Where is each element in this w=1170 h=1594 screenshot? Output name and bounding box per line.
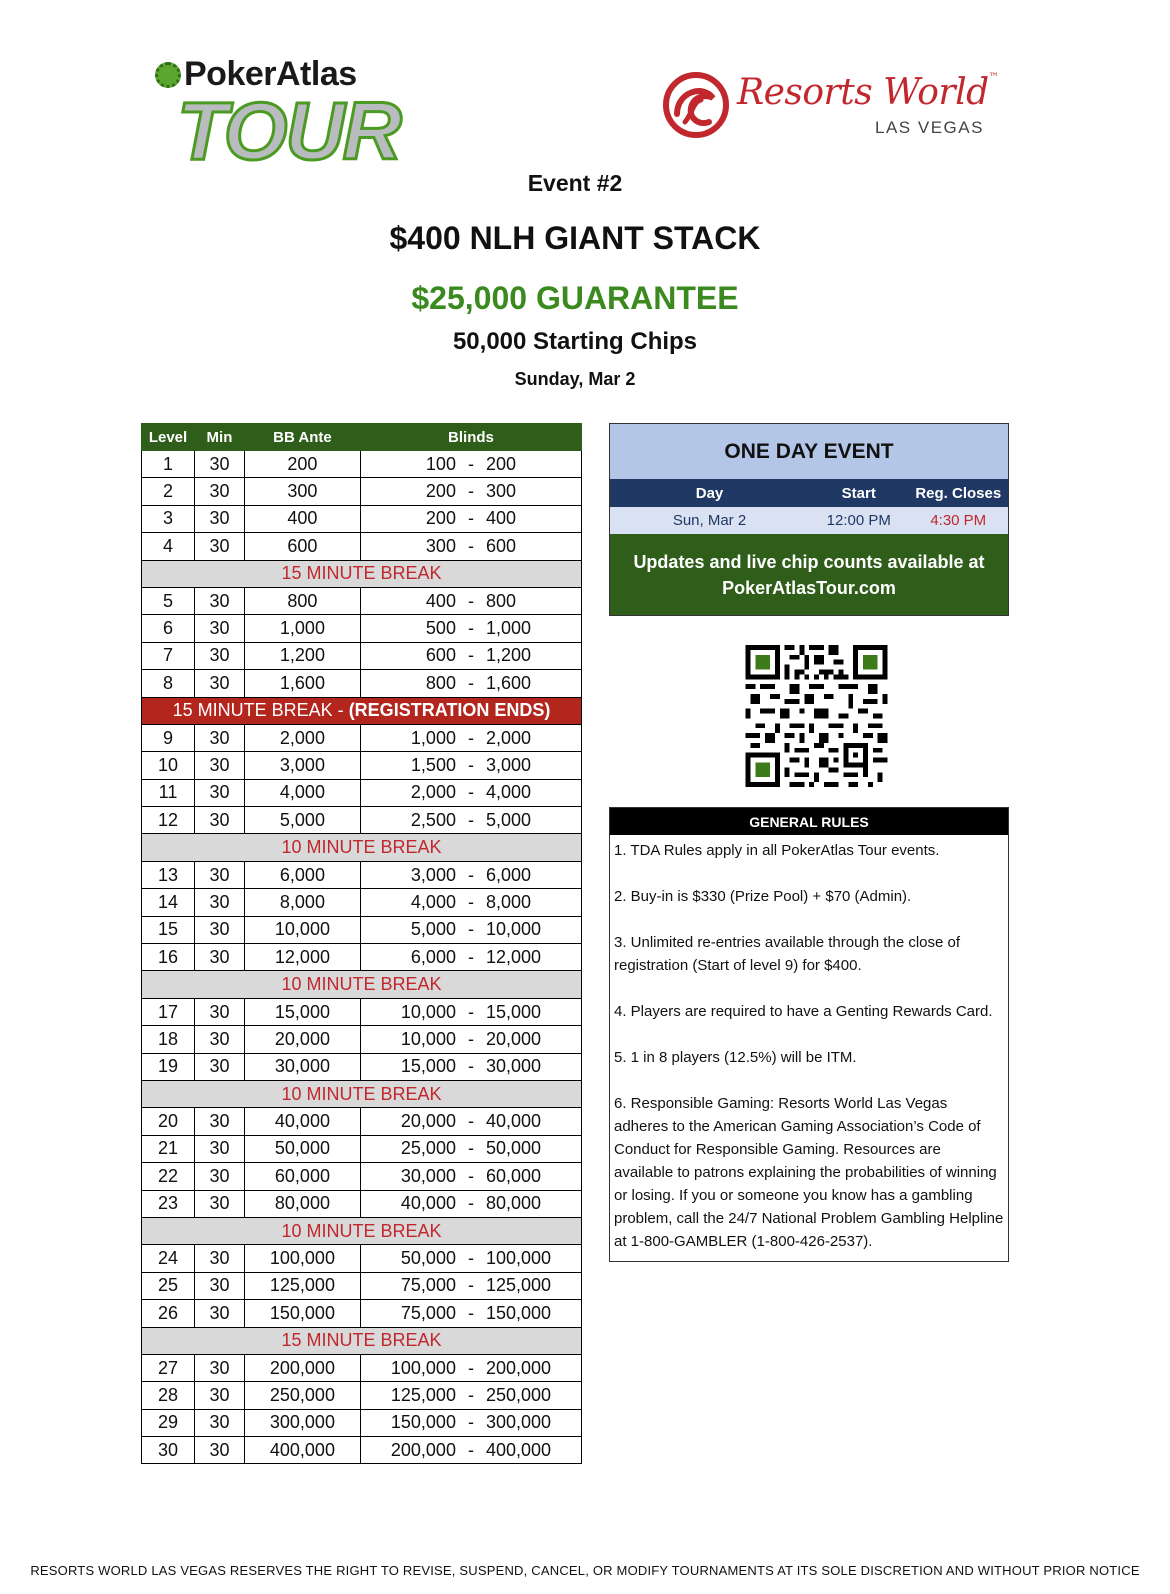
resorts-world-logo [663, 72, 1003, 142]
blinds-cell [360, 779, 581, 806]
small-blind: 1,000 [410, 727, 456, 748]
minutes-cell: 30 [195, 724, 245, 751]
level-cell: 4 [142, 533, 195, 560]
blinds-separator: - [467, 864, 474, 885]
blinds-cell [360, 670, 581, 697]
bb-ante-cell: 80,000 [244, 1190, 360, 1217]
blinds-cell [360, 752, 581, 779]
small-blind: 75,000 [400, 1275, 456, 1296]
blinds-cell [360, 861, 581, 888]
blinds-cell [360, 1245, 581, 1272]
big-blind: 250,000 [485, 1384, 552, 1405]
bb-ante-cell: 20,000 [244, 1026, 360, 1053]
break-row [142, 1327, 582, 1354]
level-row [142, 615, 582, 642]
blinds-cell [360, 724, 581, 751]
bb-ante-cell: 10,000 [244, 916, 360, 943]
level-cell: 25 [142, 1272, 195, 1299]
small-blind: 20,000 [400, 1111, 456, 1132]
blinds-separator: - [467, 891, 474, 912]
starting-chips: 50,000 Starting Chips [452, 328, 698, 355]
break-row [142, 1217, 582, 1244]
level-cell: 7 [142, 642, 195, 669]
schedule-header-row [610, 479, 1008, 507]
minutes-cell: 30 [195, 998, 245, 1025]
schedule-row [610, 507, 1008, 534]
blinds-separator: - [467, 645, 474, 666]
level-row [142, 1300, 582, 1327]
level-row [142, 779, 582, 806]
level-row [142, 478, 582, 505]
big-blind: 15,000 [485, 1001, 542, 1022]
level-row [142, 533, 582, 560]
break-label: 10 MINUTE BREAK [142, 1217, 582, 1244]
level-row [142, 1135, 582, 1162]
minutes-cell: 30 [195, 670, 245, 697]
big-blind: 300,000 [485, 1412, 552, 1433]
blinds-separator: - [467, 754, 474, 775]
bb-ante-cell: 1,000 [244, 615, 360, 642]
level-row [142, 451, 582, 478]
col-blinds: Blinds [360, 424, 581, 451]
bb-ante-cell: 40,000 [244, 1108, 360, 1135]
break-label: 15 MINUTE BREAK [142, 1327, 582, 1354]
bb-ante-cell: 100,000 [244, 1245, 360, 1272]
small-blind: 10,000 [400, 1001, 456, 1022]
big-blind: 200 [485, 453, 517, 474]
bb-ante-cell: 125,000 [244, 1272, 360, 1299]
big-blind: 400 [485, 508, 517, 529]
small-blind: 3,000 [410, 864, 456, 885]
blinds-cell [360, 1354, 581, 1381]
bb-ante-cell: 15,000 [244, 998, 360, 1025]
blinds-cell [360, 1026, 581, 1053]
level-row [142, 724, 582, 751]
blinds-separator: - [467, 1439, 474, 1460]
blinds-separator: - [467, 1275, 474, 1296]
poker-chip-icon [155, 62, 181, 88]
blinds-separator: - [467, 1248, 474, 1269]
blinds-cell [360, 1108, 581, 1135]
level-cell: 16 [142, 944, 195, 971]
pokeratlas-wordmark: PokerAtlas [155, 55, 357, 94]
blinds-separator: - [467, 1302, 474, 1323]
level-cell: 8 [142, 670, 195, 697]
bb-ante-cell: 1,600 [244, 670, 360, 697]
level-cell: 26 [142, 1300, 195, 1327]
minutes-cell: 30 [195, 861, 245, 888]
small-blind: 2,000 [410, 782, 456, 803]
minutes-cell: 30 [195, 1026, 245, 1053]
event-date: Sunday, Mar 2 [514, 369, 636, 389]
minutes-cell: 30 [195, 1163, 245, 1190]
col-start: Start [841, 484, 876, 502]
minutes-cell: 30 [195, 533, 245, 560]
level-row [142, 642, 582, 669]
level-cell: 22 [142, 1163, 195, 1190]
bb-ante-cell: 60,000 [244, 1163, 360, 1190]
level-row [142, 1437, 582, 1464]
blinds-cell [360, 642, 581, 669]
level-cell: 27 [142, 1354, 195, 1381]
blinds-cell [360, 1382, 581, 1409]
level-row [142, 505, 582, 532]
big-blind: 800 [485, 590, 517, 611]
blinds-separator: - [467, 809, 474, 830]
col-bb-ante: BB Ante [244, 424, 360, 451]
big-blind: 300 [485, 481, 517, 502]
col-min: Min [195, 424, 245, 451]
level-cell: 21 [142, 1135, 195, 1162]
blinds-separator: - [467, 946, 474, 967]
guarantee: $25,000 GUARANTEE [411, 280, 739, 316]
minutes-cell: 30 [195, 779, 245, 806]
blinds-separator: - [467, 1384, 474, 1405]
blinds-separator: - [467, 1412, 474, 1433]
level-cell: 3 [142, 505, 195, 532]
blinds-cell [360, 807, 581, 834]
small-blind: 200 [425, 481, 456, 502]
minutes-cell: 30 [195, 505, 245, 532]
blinds-separator: - [467, 453, 474, 474]
big-blind: 400,000 [485, 1439, 552, 1460]
small-blind: 200,000 [390, 1439, 456, 1460]
level-row [142, 752, 582, 779]
blinds-separator: - [467, 672, 474, 693]
level-cell: 17 [142, 998, 195, 1025]
small-blind: 10,000 [400, 1028, 456, 1049]
small-blind: 200 [425, 508, 456, 529]
level-row [142, 1272, 582, 1299]
level-row [142, 587, 582, 614]
level-cell: 11 [142, 779, 195, 806]
bb-ante-cell: 6,000 [244, 861, 360, 888]
level-cell: 12 [142, 807, 195, 834]
break-row [142, 834, 582, 861]
blinds-separator: - [467, 590, 474, 611]
bb-ante-cell: 50,000 [244, 1135, 360, 1162]
break-row [142, 971, 582, 998]
blinds-cell [360, 916, 581, 943]
blinds-cell [360, 451, 581, 478]
blinds-separator: - [467, 1165, 474, 1186]
minutes-cell: 30 [195, 916, 245, 943]
minutes-cell: 30 [195, 1190, 245, 1217]
bb-ante-cell: 150,000 [244, 1300, 360, 1327]
level-row [142, 944, 582, 971]
blinds-separator: - [467, 618, 474, 639]
blinds-cell [360, 998, 581, 1025]
big-blind: 12,000 [485, 946, 542, 967]
bb-ante-cell: 300,000 [244, 1409, 360, 1436]
level-cell: 20 [142, 1108, 195, 1135]
level-cell: 10 [142, 752, 195, 779]
small-blind: 75,000 [400, 1302, 456, 1323]
level-cell: 29 [142, 1409, 195, 1436]
blinds-separator: - [467, 1138, 474, 1159]
minutes-cell: 30 [195, 587, 245, 614]
bb-ante-cell: 200 [244, 451, 360, 478]
blinds-cell [360, 1163, 581, 1190]
blinds-cell [360, 505, 581, 532]
level-row [142, 1190, 582, 1217]
blinds-separator: - [467, 782, 474, 803]
blinds-separator: - [467, 535, 474, 556]
rules-list [610, 835, 1008, 1261]
blinds-cell [360, 1272, 581, 1299]
rule-item: 2. Buy-in is $330 (Prize Pool) + $70 (Admin). [614, 888, 912, 905]
minutes-cell: 30 [195, 1272, 245, 1299]
minutes-cell: 30 [195, 642, 245, 669]
level-row [142, 1053, 582, 1080]
minutes-cell: 30 [195, 807, 245, 834]
col-level: Level [142, 424, 195, 451]
blinds-cell [360, 1053, 581, 1080]
big-blind: 5,000 [485, 809, 532, 830]
blinds-separator: - [467, 1028, 474, 1049]
minutes-cell: 30 [195, 1135, 245, 1162]
level-cell: 28 [142, 1382, 195, 1409]
level-row [142, 998, 582, 1025]
schedule-reg-closes: 4:30 PM [930, 512, 987, 529]
blinds-separator: - [467, 1357, 474, 1378]
blinds-separator: - [467, 1193, 474, 1214]
blinds-cell [360, 1437, 581, 1464]
level-row [142, 916, 582, 943]
break-label: 10 MINUTE BREAK [142, 834, 582, 861]
level-row [142, 861, 582, 888]
big-blind: 40,000 [485, 1111, 542, 1132]
big-blind: 50,000 [485, 1138, 542, 1159]
rule-item: 3. Unlimited re-entries available through the close of registration (Start of level 9) for $400. [614, 934, 961, 974]
resorts-world-wordmark: Resorts World™ [737, 72, 999, 113]
bb-ante-cell: 400 [244, 505, 360, 532]
level-row [142, 670, 582, 697]
bb-ante-cell: 4,000 [244, 779, 360, 806]
blind-structure-table [141, 423, 582, 1464]
bb-ante-cell: 250,000 [244, 1382, 360, 1409]
big-blind: 1,600 [485, 672, 532, 693]
minutes-cell: 30 [195, 478, 245, 505]
big-blind: 6,000 [485, 864, 532, 885]
bb-ante-cell: 30,000 [244, 1053, 360, 1080]
blinds-cell [360, 1190, 581, 1217]
disclaimer-footer: RESORTS WORLD LAS VEGAS RESERVES THE RIGHT TO REVISE, SUSPEND, CANCEL, OR MODIFY TOURNAMENTS AT ITS SOLE DISCRETION AND WITHOUT PRIOR NOTICE [30, 1563, 1140, 1578]
bb-ante-cell: 3,000 [244, 752, 360, 779]
minutes-cell: 30 [195, 615, 245, 642]
updates-banner [610, 534, 1008, 615]
rule-item: 1. TDA Rules apply in all PokerAtlas Tour events. [614, 842, 940, 859]
level-cell: 19 [142, 1053, 195, 1080]
bb-ante-cell: 800 [244, 587, 360, 614]
level-row [142, 1382, 582, 1409]
blinds-separator: - [467, 727, 474, 748]
qr-code-icon[interactable] [745, 645, 888, 787]
small-blind: 600 [425, 645, 456, 666]
resorts-world-subtitle: LAS VEGAS [875, 118, 984, 137]
big-blind: 4,000 [485, 782, 532, 803]
small-blind: 2,500 [410, 809, 456, 830]
event-number: Event #2 [527, 170, 623, 196]
minutes-cell: 30 [195, 1300, 245, 1327]
small-blind: 125,000 [390, 1384, 456, 1405]
small-blind: 50,000 [400, 1248, 456, 1269]
level-cell: 9 [142, 724, 195, 751]
schedule-start: 12:00 PM [826, 512, 891, 529]
break-label: 15 MINUTE BREAK [142, 560, 582, 587]
resorts-world-emblem-icon [663, 72, 729, 138]
bb-ante-cell: 300 [244, 478, 360, 505]
blinds-cell [360, 1409, 581, 1436]
level-row [142, 807, 582, 834]
level-cell: 15 [142, 916, 195, 943]
minutes-cell: 30 [195, 451, 245, 478]
small-blind: 15,000 [400, 1056, 456, 1077]
rules-title: GENERAL RULES [610, 808, 1008, 835]
blinds-separator: - [467, 1056, 474, 1077]
event-type-title: ONE DAY EVENT [610, 424, 1008, 479]
small-blind: 500 [425, 618, 456, 639]
minutes-cell: 30 [195, 752, 245, 779]
schedule-day: Sun, Mar 2 [672, 512, 747, 529]
break-label: 10 MINUTE BREAK [142, 971, 582, 998]
big-blind: 8,000 [485, 891, 532, 912]
blinds-separator: - [467, 919, 474, 940]
level-cell: 1 [142, 451, 195, 478]
level-cell: 5 [142, 587, 195, 614]
minutes-cell: 30 [195, 1245, 245, 1272]
level-cell: 13 [142, 861, 195, 888]
big-blind: 100,000 [485, 1248, 552, 1269]
col-reg-closes: Reg. Closes [915, 484, 1002, 502]
small-blind: 5,000 [410, 919, 456, 940]
small-blind: 300 [425, 535, 456, 556]
minutes-cell: 30 [195, 1354, 245, 1381]
minutes-cell: 30 [195, 889, 245, 916]
big-blind: 20,000 [485, 1028, 542, 1049]
bb-ante-cell: 600 [244, 533, 360, 560]
level-cell: 24 [142, 1245, 195, 1272]
level-cell: 6 [142, 615, 195, 642]
small-blind: 6,000 [410, 946, 456, 967]
rule-item: 4. Players are required to have a Genting Rewards Card. [614, 1003, 993, 1020]
small-blind: 1,500 [410, 754, 456, 775]
minutes-cell: 30 [195, 944, 245, 971]
level-cell: 23 [142, 1190, 195, 1217]
registration-break-row [142, 697, 582, 724]
general-rules-box [609, 807, 1009, 1262]
small-blind: 150,000 [390, 1412, 456, 1433]
big-blind: 1,200 [485, 645, 532, 666]
blinds-separator: - [467, 1001, 474, 1022]
col-day: Day [695, 484, 724, 502]
small-blind: 800 [425, 672, 456, 693]
bb-ante-cell: 1,200 [244, 642, 360, 669]
blinds-cell [360, 1300, 581, 1327]
level-cell: 2 [142, 478, 195, 505]
bb-ante-cell: 12,000 [244, 944, 360, 971]
blinds-separator: - [467, 508, 474, 529]
level-row [142, 1026, 582, 1053]
updates-text: Updates and live chip counts available at [633, 551, 985, 572]
big-blind: 600 [485, 535, 517, 556]
level-row [142, 1163, 582, 1190]
minutes-cell: 30 [195, 1053, 245, 1080]
small-blind: 100,000 [390, 1357, 456, 1378]
level-row [142, 1245, 582, 1272]
bb-ante-cell: 2,000 [244, 724, 360, 751]
break-label: 15 MINUTE BREAK - (REGISTRATION ENDS) [142, 697, 582, 724]
blinds-cell [360, 615, 581, 642]
level-row [142, 1108, 582, 1135]
big-blind: 3,000 [485, 754, 532, 775]
blinds-separator: - [467, 481, 474, 502]
big-blind: 125,000 [485, 1275, 552, 1296]
blinds-cell [360, 587, 581, 614]
small-blind: 25,000 [400, 1138, 456, 1159]
level-row [142, 1409, 582, 1436]
small-blind: 40,000 [400, 1193, 456, 1214]
blinds-cell [360, 944, 581, 971]
big-blind: 10,000 [485, 919, 542, 940]
level-row [142, 1354, 582, 1381]
minutes-cell: 30 [195, 1108, 245, 1135]
level-row [142, 889, 582, 916]
blinds-cell [360, 478, 581, 505]
bb-ante-cell: 200,000 [244, 1354, 360, 1381]
blinds-cell [360, 533, 581, 560]
table-header-row [142, 424, 582, 451]
big-blind: 60,000 [485, 1165, 542, 1186]
blinds-cell [360, 889, 581, 916]
break-label: 10 MINUTE BREAK [142, 1080, 582, 1107]
bb-ante-cell: 8,000 [244, 889, 360, 916]
bb-ante-cell: 400,000 [244, 1437, 360, 1464]
break-row [142, 560, 582, 587]
pokeratlas-tour-logo [155, 55, 405, 180]
blinds-separator: - [467, 1111, 474, 1132]
small-blind: 100 [425, 453, 456, 474]
level-cell: 18 [142, 1026, 195, 1053]
event-schedule-box [609, 423, 1009, 616]
break-row [142, 1080, 582, 1107]
blinds-cell [360, 1135, 581, 1162]
bb-ante-cell: 5,000 [244, 807, 360, 834]
minutes-cell: 30 [195, 1437, 245, 1464]
big-blind: 80,000 [485, 1193, 542, 1214]
big-blind: 200,000 [485, 1357, 552, 1378]
tour-wordmark: TOUR [177, 86, 400, 177]
small-blind: 30,000 [400, 1165, 456, 1186]
small-blind: 4,000 [410, 891, 456, 912]
minutes-cell: 30 [195, 1409, 245, 1436]
updates-link[interactable]: PokerAtlasTour.com [722, 577, 896, 598]
big-blind: 1,000 [485, 618, 532, 639]
minutes-cell: 30 [195, 1382, 245, 1409]
rule-item: 5. 1 in 8 players (12.5%) will be ITM. [614, 1049, 857, 1066]
small-blind: 400 [425, 590, 456, 611]
big-blind: 30,000 [485, 1056, 542, 1077]
big-blind: 2,000 [485, 727, 532, 748]
big-blind: 150,000 [485, 1302, 552, 1323]
level-cell: 14 [142, 889, 195, 916]
level-cell: 30 [142, 1437, 195, 1464]
event-name: $400 NLH GIANT STACK [389, 220, 761, 256]
rule-item: 6. Responsible Gaming: Resorts World Las Vegas adheres to the American Gaming Association’s Code of Conduct for Responsible Gaming. Resources are available to patrons explaining the probabilities of winning or losing. If you or someone you know has a gambling problem, call the 24/7 National Problem Gambling Helpline at 1-800-GAMBLER (1-800-426-2537). [614, 1095, 1004, 1250]
